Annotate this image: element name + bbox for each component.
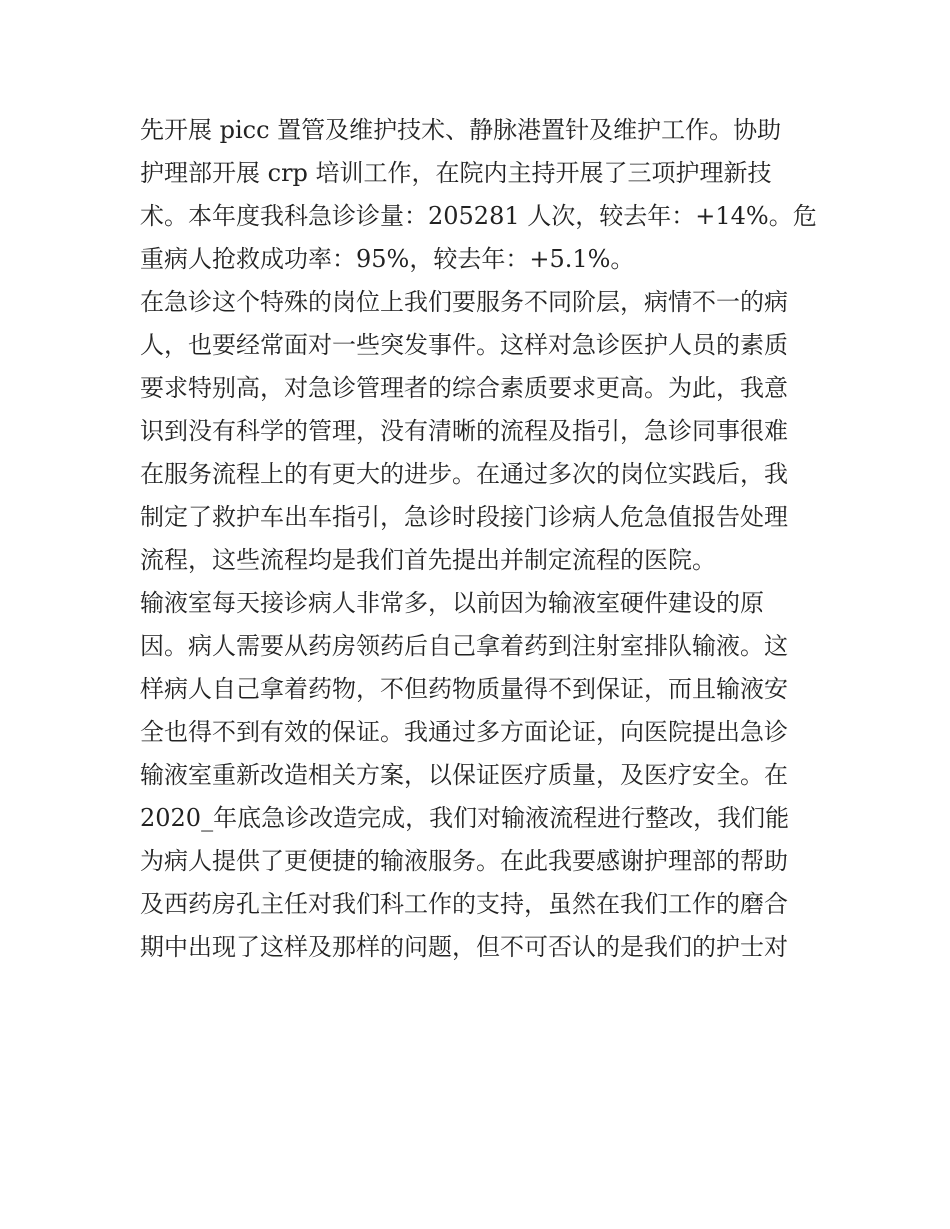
text-line: 因。病人需要从药房领药后自己拿着药到注射室排队输液。这 — [140, 632, 788, 660]
text-line: 重病人抢救成功率：95%，较去年：+5.1%。 — [140, 245, 635, 273]
text-line: 人，也要经常面对一些突发事件。这样对急诊医护人员的素质 — [140, 331, 788, 359]
text-line: 为病人提供了更便捷的输液服务。在此我要感谢护理部的帮助 — [140, 847, 788, 875]
text-line: 流程，这些流程均是我们首先提出并制定流程的医院。 — [140, 546, 716, 574]
text-line: 护理部开展 crp 培训工作，在院内主持开展了三项护理新技 — [140, 159, 772, 187]
text-line: 全也得不到有效的保证。我通过多方面论证，向医院提出急诊 — [140, 718, 788, 746]
text-line: 期中出现了这样及那样的问题，但不可否认的是我们的护士对 — [140, 933, 788, 961]
text-line: 及西药房孔主任对我们科工作的支持，虽然在我们工作的磨合 — [140, 890, 788, 918]
text-line: 输液室每天接诊病人非常多，以前因为输液室硬件建设的原 — [140, 589, 764, 617]
text-line: 先开展 picc 置管及维护技术、静脉港置针及维护工作。协助 — [140, 116, 782, 144]
text-line: 要求特别高，对急诊管理者的综合素质要求更高。为此，我意 — [140, 374, 788, 402]
text-line: 在急诊这个特殊的岗位上我们要服务不同阶层，病情不一的病 — [140, 288, 788, 316]
text-line: 在服务流程上的有更大的进步。在通过多次的岗位实践后，我 — [140, 460, 788, 488]
text-line: 输液室重新改造相关方案，以保证医疗质量，及医疗安全。在 — [140, 761, 788, 789]
text-line: 术。本年度我科急诊诊量：205281 人次，较去年：+14%。危 — [140, 202, 817, 230]
text-line: 样病人自己拿着药物，不但药物质量得不到保证，而且输液安 — [140, 675, 788, 703]
text-line: 识到没有科学的管理，没有清晰的流程及指引，急诊同事很难 — [140, 417, 788, 445]
text-line: 2020_年底急诊改造完成，我们对输液流程进行整改，我们能 — [140, 804, 790, 832]
text-line: 制定了救护车出车指引，急诊时段接门诊病人危急值报告处理 — [140, 503, 788, 531]
body-text — [140, 109, 820, 969]
